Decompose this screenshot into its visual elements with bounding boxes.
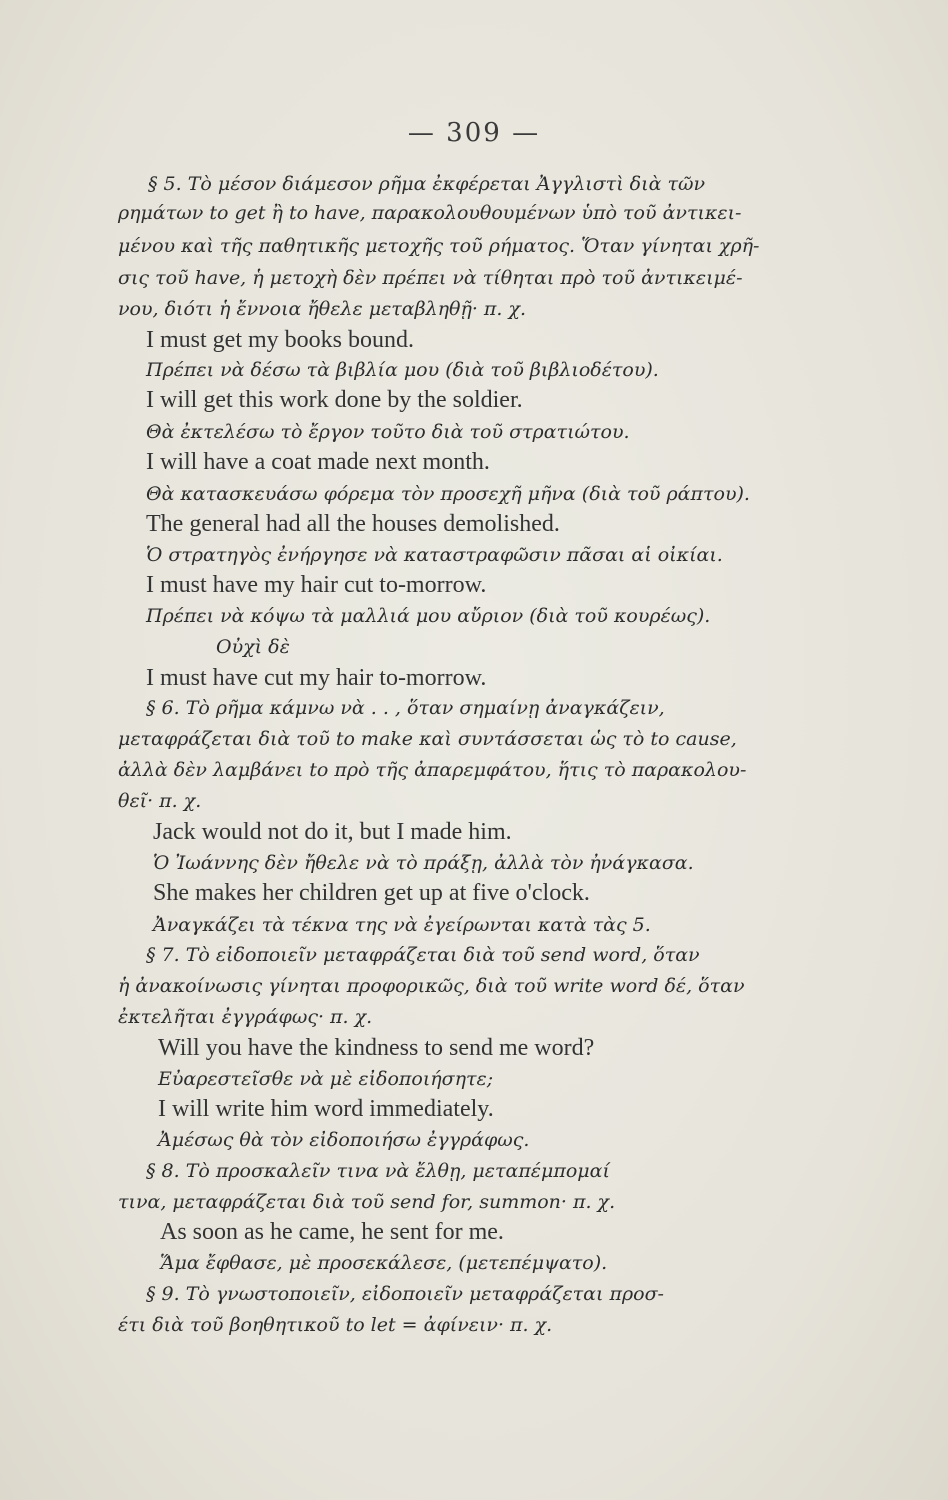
text-line: Jack would not do it, but I made him. bbox=[153, 819, 512, 845]
text-line: I will have a coat made next month. bbox=[146, 449, 490, 475]
text-line: Ὁ στρατηγὸς ἐνήργησε νὰ καταστραφῶσιν πᾶσαι αἱ οἰκίαι. bbox=[146, 544, 723, 566]
text-line: Θὰ ἐκτελέσω τὸ ἔργον τοῦτο διὰ τοῦ στρατιώτου. bbox=[146, 421, 630, 443]
text-line: Πρέπει νὰ κόψω τὰ μαλλιά μου αὔριον (διὰ τοῦ κουρέως). bbox=[146, 605, 711, 627]
page-number: — 309 — bbox=[407, 118, 541, 148]
text-line: Ὁ Ἰωάννης δὲν ἤθελε νὰ τὸ πράξῃ, ἀλλὰ τὸν ἠνάγκασα. bbox=[153, 852, 694, 874]
text-line: § 8. Τὸ προσκαλεῖν τινα νὰ ἔλθῃ, μεταπέμπομαί bbox=[146, 1160, 610, 1182]
text-line: I must have cut my hair to-morrow. bbox=[146, 665, 487, 691]
text-line: ἡ ἀνακοίνωσις γίνηται προφορικῶς, διὰ τοῦ write word δέ, ὅταν bbox=[118, 975, 745, 997]
text-line: Ἀμέσως θὰ τὸν εἰδοποιήσω ἐγγράφως. bbox=[158, 1129, 530, 1151]
text-line: σις τοῦ have, ἡ μετοχὴ δὲν πρέπει νὰ τίθηται πρὸ τοῦ ἀντικειμέ- bbox=[118, 267, 743, 289]
text-line: I must have my hair cut to-morrow. bbox=[146, 572, 487, 598]
text-line: Πρέπει νὰ δέσω τὰ βιβλία μου (διὰ τοῦ βιβλιοδέτου). bbox=[146, 359, 659, 381]
text-line: ἐκτελῆται ἐγγράφως· π. χ. bbox=[118, 1006, 373, 1028]
text-line: έτι διὰ τοῦ βοηθητικοῦ to let = ἀφίνειν· π. χ. bbox=[118, 1314, 553, 1336]
text-line: Ἅμα ἔφθασε, μὲ προσεκάλεσε, (μετεπέμψατο). bbox=[160, 1252, 608, 1274]
text-line: τινα, μεταφράζεται διὰ τοῦ send for, summon· π. χ. bbox=[118, 1191, 616, 1213]
text-line: μεταφράζεται διὰ τοῦ to make καὶ συντάσσεται ὡς τὸ to cause, bbox=[118, 728, 737, 750]
text-line: νου, διότι ἡ ἔννοια ἤθελε μεταβληθῇ· π. χ. bbox=[118, 298, 527, 320]
text-line: I will get this work done by the soldier. bbox=[146, 387, 523, 413]
text-line: μένου καὶ τῆς παθητικῆς μετοχῆς τοῦ ρήματος. Ὅταν γίνηται χρῆ- bbox=[118, 235, 760, 257]
text-line: The general had all the houses demolished. bbox=[146, 511, 560, 537]
text-line: § 7. Τὸ εἰδοποιεῖν μεταφράζεται διὰ τοῦ send word, ὅταν bbox=[146, 944, 700, 966]
text-line: ρημάτων to get ἢ to have, παρακολουθουμένων ὑπὸ τοῦ ἀντικει- bbox=[118, 202, 742, 224]
text-line: She makes her children get up at five o'clock. bbox=[153, 880, 590, 906]
text-line: Will you have the kindness to send me word? bbox=[158, 1035, 595, 1061]
text-line: § 9. Τὸ γνωστοποιεῖν, εἰδοποιεῖν μεταφράζεται προσ- bbox=[146, 1283, 664, 1305]
text-line: As soon as he came, he sent for me. bbox=[160, 1219, 504, 1245]
text-line: I will write him word immediately. bbox=[158, 1096, 494, 1122]
text-line: Εὐαρεστεῖσθε νὰ μὲ εἰδοποιήσητε; bbox=[158, 1068, 494, 1090]
text-line: Ἀναγκάζει τὰ τέκνα της νὰ ἐγείρωνται κατὰ τὰς 5. bbox=[153, 914, 651, 936]
text-line: θεῖ· π. χ. bbox=[118, 790, 202, 812]
text-line: Οὐχὶ δὲ bbox=[216, 636, 290, 658]
text-line: I must get my books bound. bbox=[146, 327, 414, 353]
text-line: § 5. Τὸ μέσον διάμεσον ρῆμα ἐκφέρεται Ἀγγλιστὶ διὰ τῶν bbox=[148, 173, 705, 195]
text-line: ἀλλὰ δὲν λαμβάνει to πρὸ τῆς ἀπαρεμφάτου, ἥτις τὸ παρακολου- bbox=[118, 759, 747, 781]
text-line: Θὰ κατασκευάσω φόρεμα τὸν προσεχῆ μῆνα (διὰ τοῦ ράπτου). bbox=[146, 483, 750, 505]
text-line: § 6. Τὸ ρῆμα κάμνω νὰ . . , ὅταν σημαίνῃ ἀναγκάζειν, bbox=[146, 697, 665, 719]
